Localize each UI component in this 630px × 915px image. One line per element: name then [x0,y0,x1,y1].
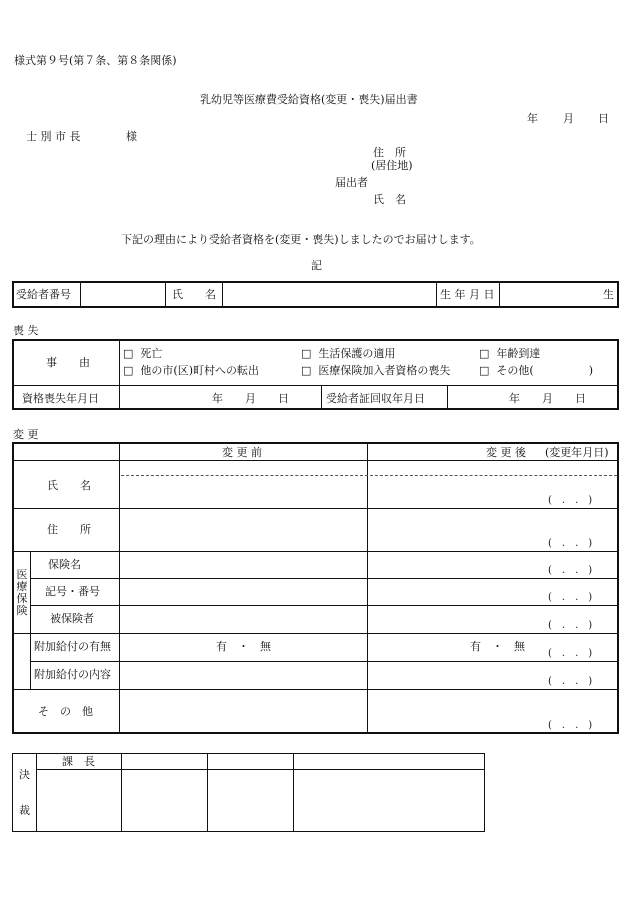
option-label: 他の市(区)町村への転出 [140,364,259,377]
checkbox-icon[interactable]: □ [479,347,490,360]
row-other-label: そ の 他 [38,705,93,718]
date-day: 日 [598,112,609,125]
row-insured-label: 被保険者 [50,612,94,625]
option-label: 生活保護の適用 [318,347,396,360]
extra-benefit-after-yes-no[interactable]: 有 ・ 無 [470,640,525,653]
loss-option-other[interactable] [479,364,593,377]
change-date-insurance-name[interactable]: ( . . ) [548,565,593,576]
return-date-fields[interactable]: 年 月 日 [509,392,586,405]
option-label: その他( ) [496,364,593,377]
option-label: 医療保険加入者資格の喪失 [318,364,451,377]
applicant-name-label: 氏 名 [373,193,406,206]
change-date-insured[interactable]: ( . . ) [548,620,593,631]
row-extra-benefit-exists-label: 附加給付の有無 [34,640,111,653]
loss-reason-label: 事 由 [46,356,90,369]
form-title: 乳幼児等医療費受給資格(変更・喪失)届出書 [200,93,418,106]
row-address-label: 住 所 [47,523,91,536]
checkbox-icon[interactable]: □ [123,347,134,360]
change-date-other[interactable]: ( . . ) [548,720,593,731]
loss-heading: 喪 失 [13,324,39,337]
ki-mark: 記 [311,259,322,272]
change-date-symbol-number[interactable]: ( . . ) [548,592,593,603]
loss-date-fields[interactable]: 年 月 日 [212,392,289,405]
loss-option-welfare[interactable] [301,347,395,360]
change-after-note: (変更年月日) [545,446,609,459]
insurance-group-label: 医 療 保 険 [16,568,28,617]
applicant-label: 届出者 [335,176,368,189]
loss-option-age[interactable] [479,347,540,360]
checkbox-icon[interactable]: □ [123,364,134,377]
checkbox-icon[interactable]: □ [301,364,312,377]
approval-label-top: 決 [19,768,30,781]
option-label: 年齢到達 [496,347,541,360]
checkbox-icon[interactable]: □ [479,364,490,377]
applicant-address-label: 住 所 [373,146,406,159]
applicant-residence-label: (居住地) [371,159,413,172]
recipient-dob-label: 生 年 月 日 [440,288,495,301]
option-label: 死亡 [140,347,163,360]
loss-option-death[interactable] [123,347,162,360]
section-chief-label: 課 長 [62,755,95,768]
loss-option-move[interactable] [123,364,259,377]
loss-date-label: 資格喪失年月日 [22,392,99,405]
row-name-label: 氏 名 [47,479,91,492]
row-symbol-number-label: 記号・番号 [45,585,100,598]
intro-text: 下記の理由により受給者資格を(変更・喪失)しましたのでお届けします。 [121,233,481,246]
change-before-header: 変 更 前 [222,446,262,459]
return-date-label: 受給者証回収年月日 [326,392,425,405]
change-date-extra-benefit[interactable]: ( . . ) [548,648,593,659]
addressee-honorific: 様 [126,130,137,143]
change-date-address[interactable]: ( . . ) [548,538,593,549]
approval-label-bottom: 裁 [19,804,30,817]
recipient-dob-suffix: 生 [603,288,614,301]
loss-option-insurance[interactable] [301,364,450,377]
form-number: 様式第９号(第７条、第８条関係) [14,54,177,67]
recipient-name-label: 氏 名 [172,288,216,301]
change-heading: 変 更 [13,428,39,441]
extra-benefit-before-yes-no[interactable]: 有 ・ 無 [216,640,271,653]
change-after-header: 変 更 後 [486,446,526,459]
row-extra-benefit-content-label: 附加給付の内容 [34,668,111,681]
change-date-name[interactable]: ( . . ) [548,495,593,506]
date-month: 月 [563,112,574,125]
date-year: 年 [527,112,538,125]
recipient-number-label: 受給者番号 [16,288,71,301]
change-table [12,442,619,734]
change-date-extra-benefit-content[interactable]: ( . . ) [548,676,593,687]
recipient-table [12,281,619,308]
addressee-name: 士 別 市 長 [26,130,81,143]
row-insurance-name-label: 保険名 [48,558,81,571]
checkbox-icon[interactable]: □ [301,347,312,360]
